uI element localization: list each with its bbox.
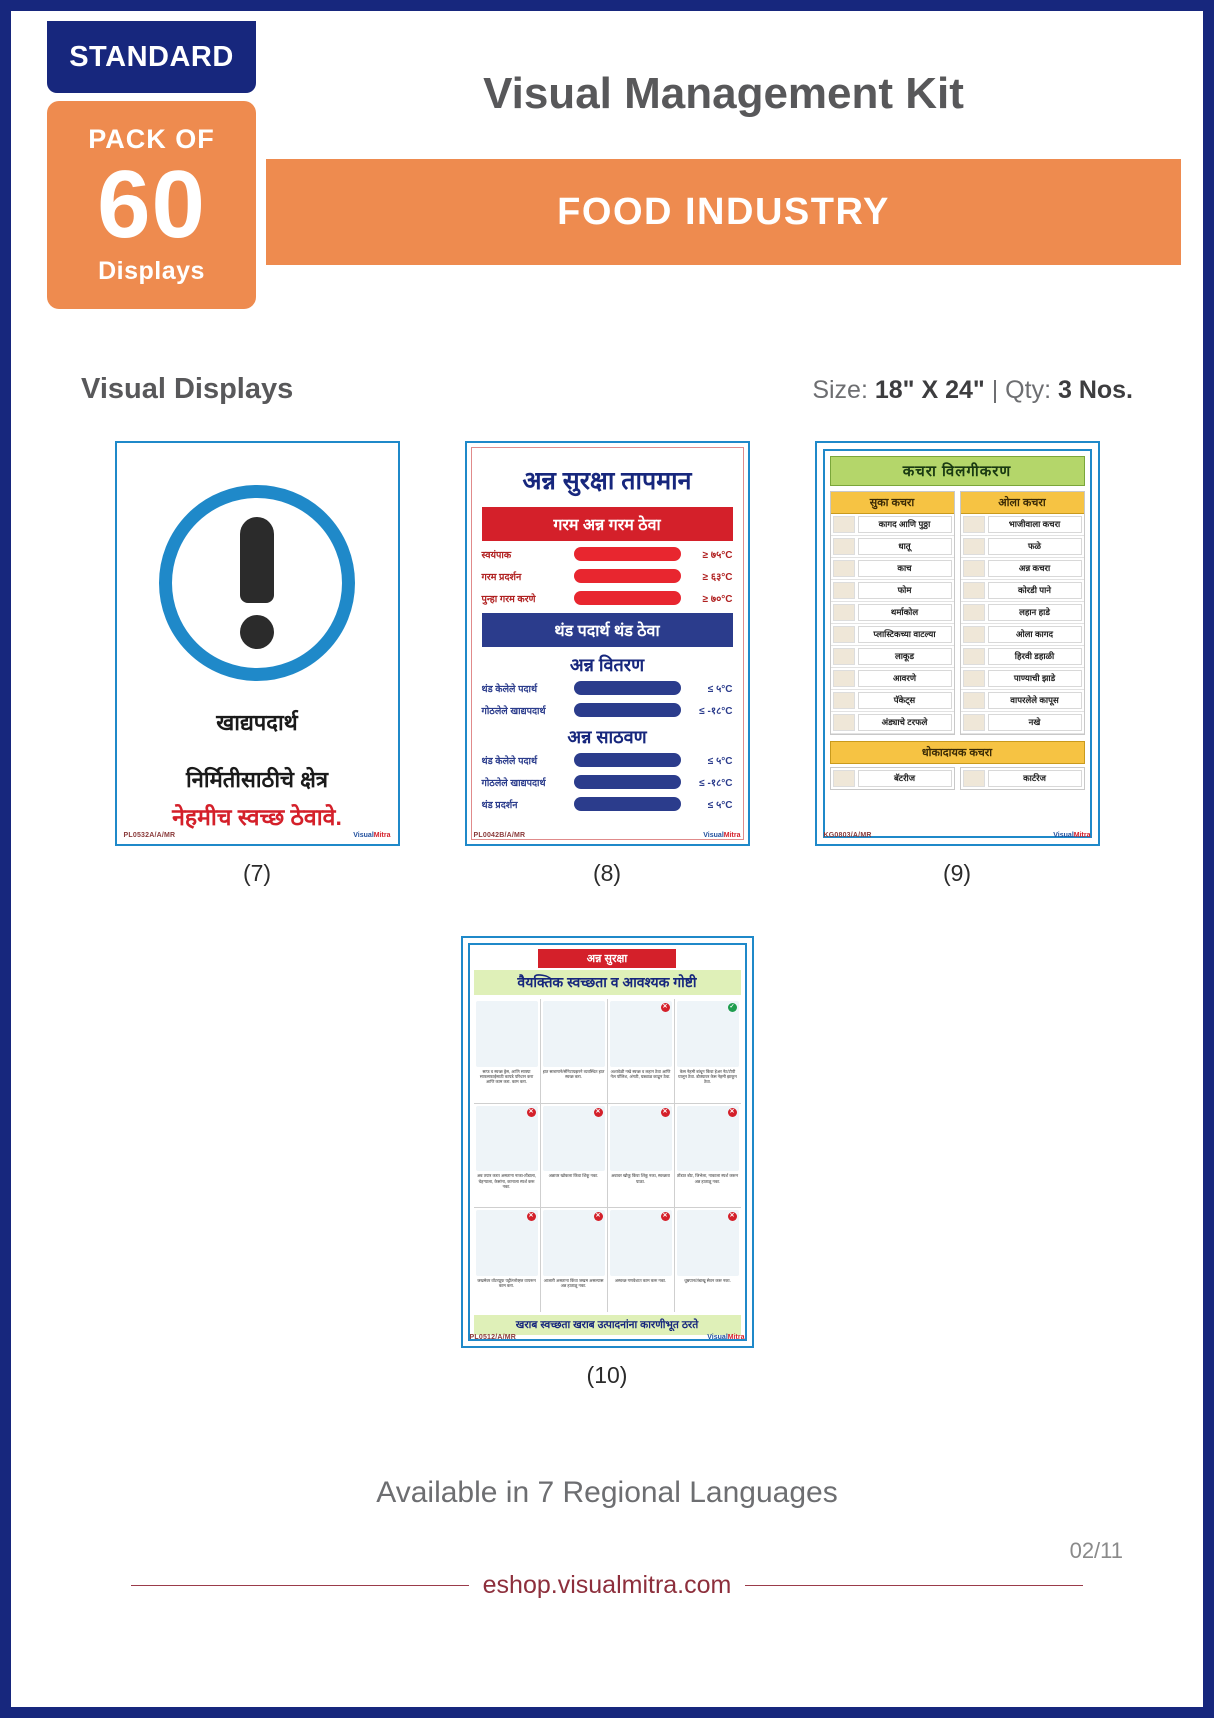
hygiene-cell	[474, 1104, 540, 1208]
touch-nose-icon	[677, 1106, 739, 1172]
poster-9[interactable]	[815, 441, 1100, 846]
poster-row-1	[11, 441, 1203, 887]
battery-icon	[833, 770, 855, 787]
hairnet-icon	[677, 1001, 739, 1067]
wound-hand-icon	[543, 1210, 605, 1276]
poster-10-caption: (10)	[586, 1362, 628, 1388]
waste-item	[831, 536, 954, 558]
brand-logo: VisualMitra	[707, 1333, 745, 1341]
temp-label: थंड केलेले पदार्थ	[481, 755, 538, 767]
poster-7-code: PL0532A/A/MR	[123, 831, 176, 839]
prohibited-badge: ✕	[528, 1213, 534, 1220]
temp-value: ≤ ५°C	[707, 684, 733, 695]
standard-badge-label: STANDARD	[69, 40, 234, 73]
waste-item-label: अंड्याचे टरफले	[858, 714, 952, 731]
prohibited-badge: ✕	[729, 1213, 735, 1220]
temp-bar	[574, 547, 681, 561]
cartridge-icon	[963, 770, 985, 787]
poster-cell-9	[812, 441, 1102, 887]
dirty-uniform-icon	[610, 1210, 672, 1276]
waste-item-label: नखे	[988, 714, 1082, 731]
nails-hand-icon	[610, 1001, 672, 1067]
waste-item-label: लहान हाडे	[988, 604, 1082, 621]
temp-row	[482, 591, 733, 605]
hygiene-cell	[608, 1104, 674, 1208]
waste-item-label: फोम	[858, 582, 952, 599]
page-inner	[11, 11, 1203, 1707]
bandage-icon	[476, 1210, 538, 1276]
waste-item	[961, 580, 1084, 602]
hazardous-waste-header: धोकादायक कचरा	[830, 741, 1085, 764]
poster-cell-8	[462, 441, 752, 887]
waste-item	[961, 536, 1084, 558]
waste-item	[831, 668, 954, 690]
pack-count-value: 60	[97, 151, 206, 258]
waste-item	[831, 624, 954, 646]
brand-logo: VisualMitra	[1053, 831, 1091, 839]
temp-bar	[574, 775, 681, 789]
hygiene-caption: साफ व स्वच्छ ड्रेस, आणि साफ्या साफसफाईसाठी कापडे परिधान करा आणि काम करा. काम करा.	[479, 1068, 534, 1085]
temp-value: ≥ ७५°C	[702, 550, 733, 561]
hygiene-caption: जखमेवर वॉटरप्रूफ पट्टी/ग्लोव्ह्ज वापरून काम करा.	[477, 1278, 536, 1289]
waste-item-label: पॅकेट्स	[858, 692, 952, 709]
temp-label: स्वयंपाक	[481, 549, 512, 561]
poster-row-2	[11, 936, 1203, 1389]
apron-icon	[476, 1001, 538, 1067]
poster-9-caption: (9)	[942, 860, 972, 886]
waste-item-label: वापरलेले कापूस	[988, 692, 1082, 709]
no-smoking-icon	[677, 1210, 739, 1276]
hygiene-cell	[608, 999, 674, 1103]
poster-7-caption: (7)	[242, 860, 272, 886]
hygiene-caption: अन्नावर खोकला किंवा शिंकू नका.	[548, 1173, 599, 1179]
page-number: 02/11	[1069, 1538, 1123, 1563]
nails-icon	[963, 714, 985, 731]
hygiene-cell	[474, 1208, 540, 1312]
small-bones-icon	[963, 604, 985, 621]
meta-separator: |	[991, 376, 999, 404]
thermocol-icon	[833, 604, 855, 621]
dry-waste-column	[830, 491, 955, 735]
hygiene-caption: धूम्रपान/तंबाखू सेवन करू नका.	[684, 1278, 731, 1284]
temp-row	[482, 775, 733, 789]
poster-10-title: वैयक्तिक स्वच्छता व आवश्यक गोष्टी	[474, 970, 741, 995]
brand-logo: VisualMitra	[353, 831, 391, 839]
prohibited-badge: ✕	[595, 1108, 601, 1115]
allowed-badge: ✓	[729, 1004, 735, 1010]
temp-value: ≤ ५°C	[707, 800, 733, 811]
hygiene-cell	[675, 999, 741, 1103]
poster-9-footer	[817, 826, 1098, 844]
waste-item	[831, 602, 954, 624]
waste-item-label: थर्माकोल	[858, 604, 952, 621]
temp-value: ≥ ७०°C	[702, 594, 733, 605]
hygiene-grid	[474, 999, 741, 1312]
waste-item-label: ओला कागद	[988, 626, 1082, 643]
poster-cell-7	[112, 441, 402, 887]
waste-item-label: आवरणे	[858, 670, 952, 687]
temp-label: थंड प्रदर्शन	[481, 799, 518, 811]
wet-paper-icon	[963, 626, 985, 643]
temp-bar	[574, 797, 681, 811]
poster-8-serving-subtitle: अन्न वितरण	[569, 655, 645, 675]
waste-item-label: कोरडी पाने	[988, 582, 1082, 599]
hygiene-cell	[675, 1208, 741, 1312]
footer-rule-left	[131, 1585, 469, 1586]
foam-icon	[833, 582, 855, 599]
poster-8-cold-band: थंड पदार्थ थंड ठेवा	[482, 613, 733, 647]
qty-value: 3 Nos.	[1057, 376, 1133, 404]
cough-icon	[543, 1106, 605, 1172]
waste-item	[831, 514, 954, 536]
prohibited-badge: ✕	[662, 1108, 668, 1115]
handwash-icon	[543, 1001, 605, 1067]
poster-8-hot-band: गरम अन्न गरम ठेवा	[482, 507, 733, 541]
temp-label: थंड केलेले पदार्थ	[481, 683, 538, 695]
temp-bar	[574, 569, 681, 583]
exclamation-icon	[159, 485, 355, 681]
hygiene-caption: तोंडात बोट, जिभेला, नाकाला स्पर्श करून अन्न हाताळू नका.	[676, 1173, 739, 1184]
prohibited-badge: ✕	[595, 1213, 601, 1220]
poster-10-ribbon: अन्न सुरक्षा	[538, 949, 677, 968]
poster-8[interactable]	[465, 441, 750, 846]
hygiene-caption: अशावेळी नखे स्वच्छ व लहान ठेवा आणि नेल पॉलिश, अंगठी, घड्याळ काढून ठेवा.	[610, 1068, 671, 1080]
eggshell-icon	[833, 714, 855, 731]
paper-icon	[833, 516, 855, 533]
poster-9-title: कचरा विलगीकरण	[830, 456, 1085, 486]
temp-value: ≥ ६३°C	[702, 572, 733, 583]
waste-item	[961, 558, 1084, 580]
fruit-icon	[963, 538, 985, 555]
qty-label: Qty:	[1005, 376, 1052, 404]
waste-item-label: हिरवी डहाळी	[988, 648, 1082, 665]
poster-10-footband: खराब स्वच्छता खराब उत्पादनांना कारणीभूत ठरते	[474, 1315, 741, 1335]
waste-item-label: कागद आणि पुठ्ठा	[858, 516, 952, 533]
waste-item	[961, 690, 1084, 712]
prohibited-badge: ✕	[662, 1004, 668, 1010]
vegetable-icon	[963, 516, 985, 533]
section-title: Visual Displays	[81, 373, 294, 405]
size-label: Size:	[812, 376, 868, 404]
shop-url[interactable]: eshop.visualmitra.com	[482, 1571, 732, 1599]
temp-row	[482, 569, 733, 583]
waste-item-label: लाकूड	[858, 648, 952, 665]
pack-of-label: PACK OF	[88, 124, 215, 154]
poster-8-caption: (8)	[592, 860, 622, 886]
temp-row	[482, 681, 733, 695]
food-waste-icon	[963, 560, 985, 577]
temp-value: ≤ -१८°C	[699, 778, 733, 789]
poster-7-line-2: निर्मितीसाठीचे क्षेत्र	[185, 766, 329, 792]
industry-banner	[266, 159, 1181, 265]
temp-label: गरम प्रदर्शन	[481, 571, 522, 583]
waste-item-label: अन्न कचरा	[988, 560, 1082, 577]
hygiene-cell	[541, 999, 607, 1103]
touch-face-icon	[476, 1106, 538, 1172]
metal-icon	[833, 538, 855, 555]
footer-url-row	[131, 1571, 1083, 1600]
temp-row	[482, 703, 733, 717]
wet-waste-header: ओला कचरा	[961, 492, 1084, 514]
waste-item-label: बॅटरीज	[858, 770, 952, 787]
hygiene-cell	[608, 1208, 674, 1312]
pack-unit-label: Displays	[98, 257, 205, 285]
poster-7-line-1: खाद्यपदार्थ	[216, 710, 298, 735]
waste-item	[961, 712, 1084, 734]
brand-logo: VisualMitra	[703, 831, 741, 839]
waste-item-label: भाजीवाला कचरा	[988, 516, 1082, 533]
poster-8-footer	[467, 826, 748, 844]
temp-bar	[574, 681, 681, 695]
poster-8-storage-subtitle: अन्न साठवण	[567, 727, 647, 747]
temp-bar	[574, 591, 681, 605]
poster-8-code: PL0042B/A/MR	[473, 831, 526, 839]
packet-icon	[833, 692, 855, 709]
section-header	[81, 373, 1133, 406]
glass-icon	[833, 560, 855, 577]
temp-row	[482, 797, 733, 811]
waste-item	[831, 690, 954, 712]
hygiene-caption: अस्वच्छ गणवेशात काम करू नका.	[614, 1278, 667, 1284]
waste-item	[831, 558, 954, 580]
temp-bar	[574, 703, 681, 717]
temp-row	[482, 547, 733, 561]
waste-item	[831, 646, 954, 668]
industry-banner-label: FOOD INDUSTRY	[557, 190, 890, 233]
waste-item	[831, 580, 954, 602]
water-plant-icon	[963, 670, 985, 687]
wrapper-icon	[833, 670, 855, 687]
poster-7[interactable]	[115, 441, 400, 846]
waste-item	[830, 767, 955, 790]
poster-7-footer	[117, 826, 398, 844]
temp-row	[482, 753, 733, 767]
waste-item-label: धातू	[858, 538, 952, 555]
waste-item-label: प्लास्टिकच्या वाटल्या	[858, 626, 952, 643]
poster-10-code: PL0512/A/MR	[469, 1333, 517, 1341]
hygiene-cell	[541, 1208, 607, 1312]
prohibited-badge: ✕	[662, 1213, 668, 1220]
section-meta	[812, 376, 1133, 405]
wood-icon	[833, 648, 855, 665]
poster-9-code: KG0803/A/MR	[823, 831, 872, 839]
temp-label: गोठलेले खाद्यपदार्थ	[481, 777, 546, 789]
poster-8-title: अन्न सुरक्षा तापमान	[522, 467, 692, 495]
temp-bar	[574, 753, 681, 767]
sneeze-icon	[610, 1106, 672, 1172]
size-value: 18" X 24"	[874, 376, 985, 404]
poster-10[interactable]	[461, 936, 754, 1348]
used-cotton-icon	[963, 692, 985, 709]
temp-label: पुन्हा गरम करणे	[481, 593, 536, 605]
hygiene-cell	[675, 1104, 741, 1208]
hygiene-cell	[474, 999, 540, 1103]
dry-waste-header: सुका कचरा	[831, 492, 954, 514]
waste-item-label: कार्टरेज	[988, 770, 1082, 787]
hygiene-caption: केस नेहमी बांधून किंवा हेअर नेट/टोपी घालून ठेवा. डोक्यावर केस नेहमी झाकून ठेवा.	[678, 1068, 737, 1085]
waste-item	[960, 767, 1085, 790]
hygiene-caption: अन्न तयार करत असताना नाका-तोंडाला, चेहऱ्याला, केसांना, कानाला स्पर्श करू नका.	[476, 1173, 537, 1189]
waste-item	[961, 668, 1084, 690]
waste-item	[961, 646, 1084, 668]
hygiene-cell	[541, 1104, 607, 1208]
hazardous-waste-row	[830, 767, 1085, 790]
poster-7-line-3: नेहमीच स्वच्छ ठेवावे.	[172, 804, 342, 831]
availability-note: Available in 7 Regional Languages	[376, 1476, 838, 1509]
waste-item	[961, 602, 1084, 624]
waste-item-label: काच	[858, 560, 952, 577]
pack-count-badge	[47, 101, 256, 309]
temp-value: ≤ ५°C	[707, 756, 733, 767]
waste-item-label: फळे	[988, 538, 1082, 555]
prohibited-badge: ✕	[528, 1108, 534, 1115]
temp-label: गोठलेले खाद्यपदार्थ	[481, 705, 546, 717]
waste-item	[831, 712, 954, 734]
page-title: Visual Management Kit	[483, 69, 964, 118]
waste-item-label: पाण्याची झाडे	[988, 670, 1082, 687]
hygiene-caption: अन्नावर खोकू किंवा शिंकू नका, स्वच्छता पाळा.	[611, 1173, 670, 1184]
green-twig-icon	[963, 648, 985, 665]
hygiene-caption: हात साबणाने/सॅनिटायझरने व्यवस्थित हात स्वच्छ करा.	[542, 1068, 605, 1080]
waste-item	[961, 624, 1084, 646]
footer-rule-right	[745, 1585, 1083, 1586]
plastic-bowl-icon	[833, 626, 855, 643]
temp-value: ≤ -१८°C	[699, 706, 733, 717]
standard-badge	[47, 21, 256, 93]
dry-leaves-icon	[963, 582, 985, 599]
poster-cell-10	[461, 936, 754, 1389]
poster-10-footer	[463, 1328, 752, 1346]
prohibited-badge: ✕	[729, 1108, 735, 1115]
waste-item	[961, 514, 1084, 536]
hygiene-caption: आजारी असताना किंवा जखम असल्यास अन्न हाताळू नका.	[543, 1278, 604, 1289]
wet-waste-column	[960, 491, 1085, 735]
